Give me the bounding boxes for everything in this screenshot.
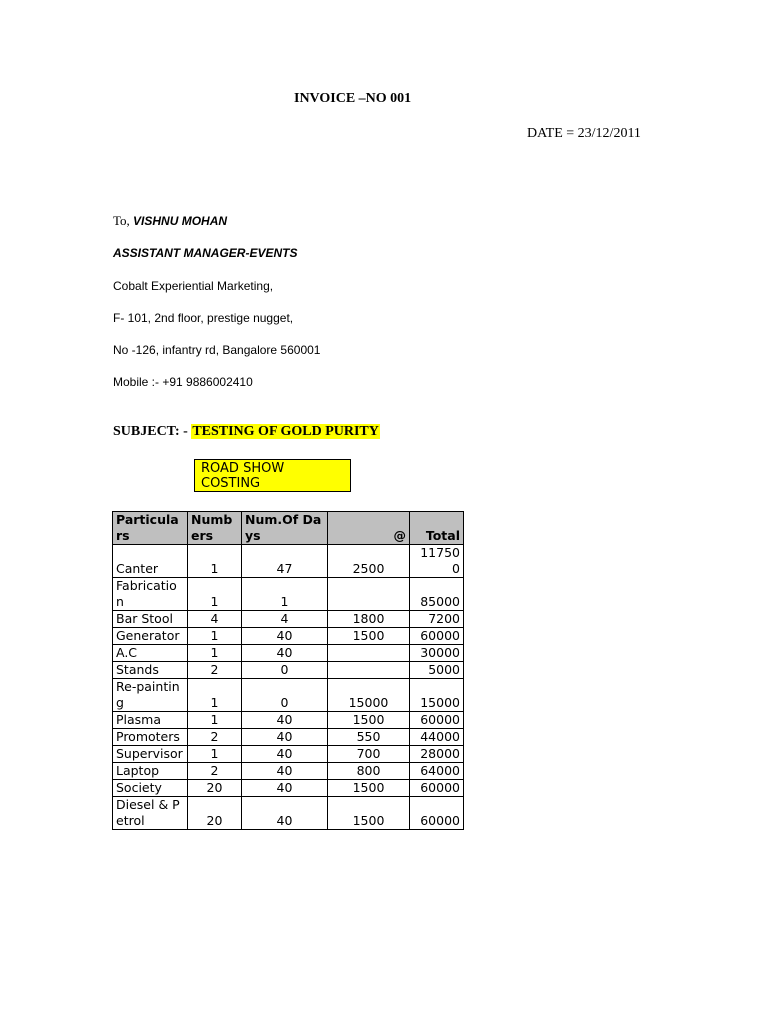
recipient-address-line1: F- 101, 2nd floor, prestige nugget, — [113, 311, 294, 325]
subject-prefix: SUBJECT: - — [113, 424, 192, 439]
cell-numbers: 20 — [188, 797, 242, 830]
subject-text: TESTING OF GOLD PURITY — [192, 424, 379, 439]
column-header-particulars: Particulars — [113, 512, 188, 545]
table-row — [113, 729, 464, 746]
cell-total: 7200 — [410, 611, 464, 628]
invoice-title: INVOICE –NO 001 — [294, 91, 412, 106]
cell-particulars: Bar Stool — [113, 611, 188, 628]
cell-particulars: A.C — [113, 645, 188, 662]
recipient-designation: ASSISTANT MANAGER-EVENTS — [113, 246, 298, 260]
cell-total: 85000 — [410, 578, 464, 611]
cell-particulars: Supervisor — [113, 746, 188, 763]
cell-total: 60000 — [410, 628, 464, 645]
cell-numbers: 1 — [188, 712, 242, 729]
cell-numbers: 1 — [188, 545, 242, 578]
cell-days: 1 — [242, 578, 328, 611]
cell-days: 40 — [242, 797, 328, 830]
cell-days: 40 — [242, 645, 328, 662]
cell-particulars: Plasma — [113, 712, 188, 729]
cell-total: 15000 — [410, 679, 464, 712]
cell-total: 30000 — [410, 645, 464, 662]
table-row — [113, 679, 464, 712]
cell-total: 5000 — [410, 662, 464, 679]
cell-rate: 2500 — [328, 545, 410, 578]
table-row — [113, 797, 464, 830]
column-header-total: Total — [410, 512, 464, 545]
cell-numbers: 4 — [188, 611, 242, 628]
column-header-days: Num.Of Days — [242, 512, 328, 545]
table-body — [113, 545, 464, 830]
cell-numbers: 2 — [188, 763, 242, 780]
costing-table — [112, 511, 464, 830]
column-header-rate: @ — [328, 512, 410, 545]
cell-particulars: Stands — [113, 662, 188, 679]
cell-rate: 1500 — [328, 797, 410, 830]
recipient-line — [113, 213, 227, 229]
cell-numbers: 1 — [188, 578, 242, 611]
cell-total: 117500 — [410, 545, 464, 578]
cell-numbers: 1 — [188, 628, 242, 645]
recipient-company: Cobalt Experiential Marketing, — [113, 279, 274, 293]
table-row — [113, 662, 464, 679]
table-row — [113, 611, 464, 628]
cell-total: 60000 — [410, 712, 464, 729]
cell-rate: 700 — [328, 746, 410, 763]
cell-days: 47 — [242, 545, 328, 578]
cell-rate — [328, 645, 410, 662]
cell-days: 40 — [242, 780, 328, 797]
cell-total: 60000 — [410, 780, 464, 797]
recipient-address-line2: No -126, infantry rd, Bangalore 560001 — [113, 343, 321, 357]
cell-particulars: Re-painting — [113, 679, 188, 712]
cell-particulars: Fabrication — [113, 578, 188, 611]
cell-days: 4 — [242, 611, 328, 628]
cell-numbers: 1 — [188, 746, 242, 763]
table-row — [113, 578, 464, 611]
cell-numbers: 1 — [188, 679, 242, 712]
cell-days: 40 — [242, 763, 328, 780]
table-row — [113, 746, 464, 763]
cell-days: 40 — [242, 729, 328, 746]
cell-days: 0 — [242, 679, 328, 712]
cell-rate: 1500 — [328, 780, 410, 797]
cell-days: 0 — [242, 662, 328, 679]
cell-particulars: Society — [113, 780, 188, 797]
cell-rate: 550 — [328, 729, 410, 746]
cell-rate: 800 — [328, 763, 410, 780]
cell-rate: 15000 — [328, 679, 410, 712]
table-row — [113, 780, 464, 797]
table-row — [113, 763, 464, 780]
table-header-row — [113, 512, 464, 545]
cell-rate: 1500 — [328, 712, 410, 729]
cell-numbers: 20 — [188, 780, 242, 797]
cell-numbers: 1 — [188, 645, 242, 662]
cell-rate — [328, 662, 410, 679]
recipient-name: VISHNU MOHAN — [133, 214, 228, 228]
recipient-mobile: Mobile :- +91 9886002410 — [113, 375, 253, 389]
table-row — [113, 712, 464, 729]
cell-particulars: Diesel & Petrol — [113, 797, 188, 830]
section-label-box: ROAD SHOW COSTING — [194, 459, 351, 492]
cell-total: 64000 — [410, 763, 464, 780]
cell-numbers: 2 — [188, 662, 242, 679]
cell-days: 40 — [242, 746, 328, 763]
table-row — [113, 628, 464, 645]
to-prefix: To, — [113, 213, 134, 228]
cell-total: 44000 — [410, 729, 464, 746]
cell-rate: 1500 — [328, 628, 410, 645]
table-row — [113, 645, 464, 662]
cell-particulars: Generator — [113, 628, 188, 645]
cell-rate: 1800 — [328, 611, 410, 628]
cell-particulars: Canter — [113, 545, 188, 578]
subject-line — [113, 424, 380, 440]
cell-days: 40 — [242, 712, 328, 729]
table-row — [113, 545, 464, 578]
cell-particulars: Promoters — [113, 729, 188, 746]
cell-days: 40 — [242, 628, 328, 645]
column-header-numbers: Numbers — [188, 512, 242, 545]
invoice-date: DATE = 23/12/2011 — [527, 126, 641, 141]
cell-numbers: 2 — [188, 729, 242, 746]
cell-particulars: Laptop — [113, 763, 188, 780]
cell-total: 28000 — [410, 746, 464, 763]
cell-rate — [328, 578, 410, 611]
cell-total: 60000 — [410, 797, 464, 830]
